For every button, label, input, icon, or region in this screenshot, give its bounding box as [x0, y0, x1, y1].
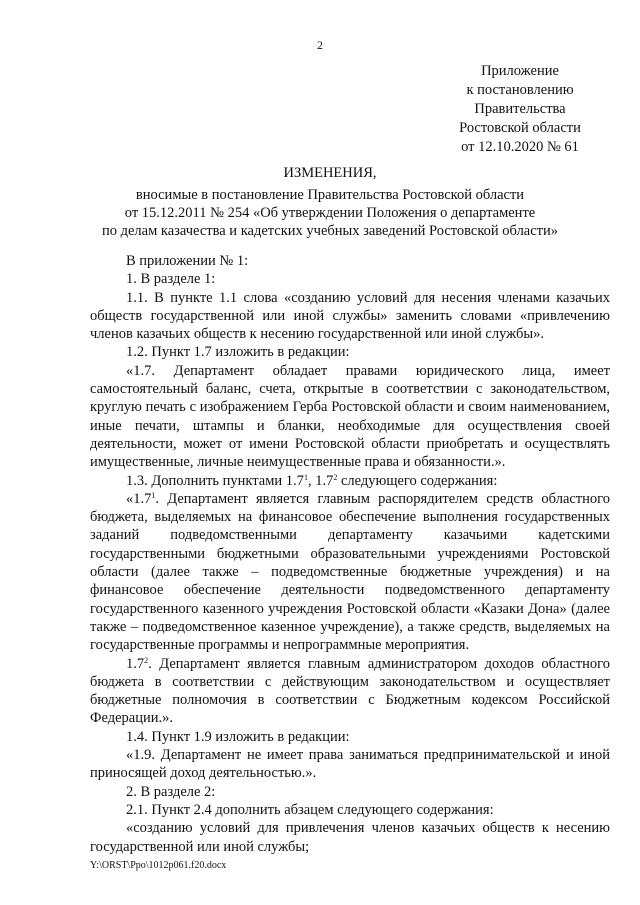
paragraph: 1.1. В пункте 1.1 слова «созданию условий для несения членами казачьих обществ государственной или иной службы» заменить словами «привлечению членов казачьих обществ к несению государственной или иной службы».: [90, 289, 610, 343]
footer-file-path: Y:\ORST\Ppo\1012p061.f20.docx: [90, 860, 227, 871]
appendix-line: Ростовской области: [459, 120, 581, 136]
appendix-line: от 12.10.2020 № 61: [461, 139, 579, 155]
text-run: , 1.7: [307, 472, 334, 489]
page-number: 2: [317, 38, 323, 52]
title-line: по делам казачества и кадетских учебных заведений Ростовской области»: [101, 223, 559, 239]
paragraph: «1.7. Департамент обладает правами юридического лица, имеет самостоятельный баланс, счета, открытые в соответствии с законодательством, круглую печать с изображением Герба Ростовской области и своим наименованием, иные печати, штампы и бланки, необходимые для осуществления своей деятельности, может от имени Ростовской области приобретать и осуществлять имущественные, личные неимущественные права и обязанности.».: [90, 362, 610, 471]
superscript: 1: [303, 472, 308, 482]
paragraph: 1.2. Пункт 1.7 изложить в редакции:: [126, 344, 350, 361]
text-run: 1.7: [126, 655, 145, 672]
paragraph: «1.9. Департамент не имеет права заниматься предпринимательской и иной приносящей доход деятельностью.».: [90, 747, 610, 782]
superscript: 2: [333, 472, 338, 482]
paragraph: 1. В разделе 1:: [126, 271, 216, 288]
appendix-line: Правительства: [474, 101, 566, 117]
appendix-line: Приложение: [481, 63, 559, 79]
title-line: вносимые в постановление Правительства Ростовской области: [135, 187, 525, 203]
paragraph: [90, 655, 610, 728]
text-run: «1.7: [126, 490, 152, 507]
document-title: [80, 164, 580, 240]
superscript: 2: [144, 655, 149, 665]
document-body: [90, 252, 610, 856]
text-run: следующего содержания:: [337, 472, 498, 489]
text-run: . Департамент является главным администратором доходов областного бюджета в соответствии с действующим законодательством и осуществляет бюджетные полномочия в соответствии с Бюджетным кодексом Российской Федерации.».: [90, 655, 610, 727]
superscript: 1: [151, 490, 156, 500]
paragraph: В приложении № 1:: [126, 253, 249, 269]
text-run: . Департамент является главным распорядителем средств областного бюджета, выделяемых на финансовое обеспечение выполнения государственных заданий подведомственными департаменту казачьими кадетскими государственными бюджетными образовательными учреждениями Ростовской области (далее также – подведомственные бюджетные учреждения) и на финансовое обеспечение деятельности подведомственного департаменту государственного казенного учреждения Ростовской области «Казаки Дона» (далее также – подведомственное казенное учреждение), а также средств, выделяемых на государственные программы и непрограммные мероприятия.: [90, 490, 610, 654]
paragraph: 1.4. Пункт 1.9 изложить в редакции:: [126, 728, 350, 745]
appendix-block: [440, 62, 600, 157]
paragraph: 2. В разделе 2:: [126, 783, 216, 800]
appendix-line: к постановлению: [466, 82, 574, 98]
paragraph: [90, 472, 610, 490]
title-line: от 15.12.2011 № 254 «Об утверждении Положения о департаменте: [124, 205, 536, 221]
title-heading: ИЗМЕНЕНИЯ,: [283, 165, 377, 181]
paragraph: «созданию условий для привлечения членов казачьих обществ к несению государственной или иной службы;: [90, 820, 610, 855]
paragraph: 2.1. Пункт 2.4 дополнить абзацем следующего содержания:: [126, 801, 494, 818]
text-run: 1.3. Дополнить пунктами 1.7: [126, 472, 304, 489]
paragraph: [90, 490, 610, 655]
